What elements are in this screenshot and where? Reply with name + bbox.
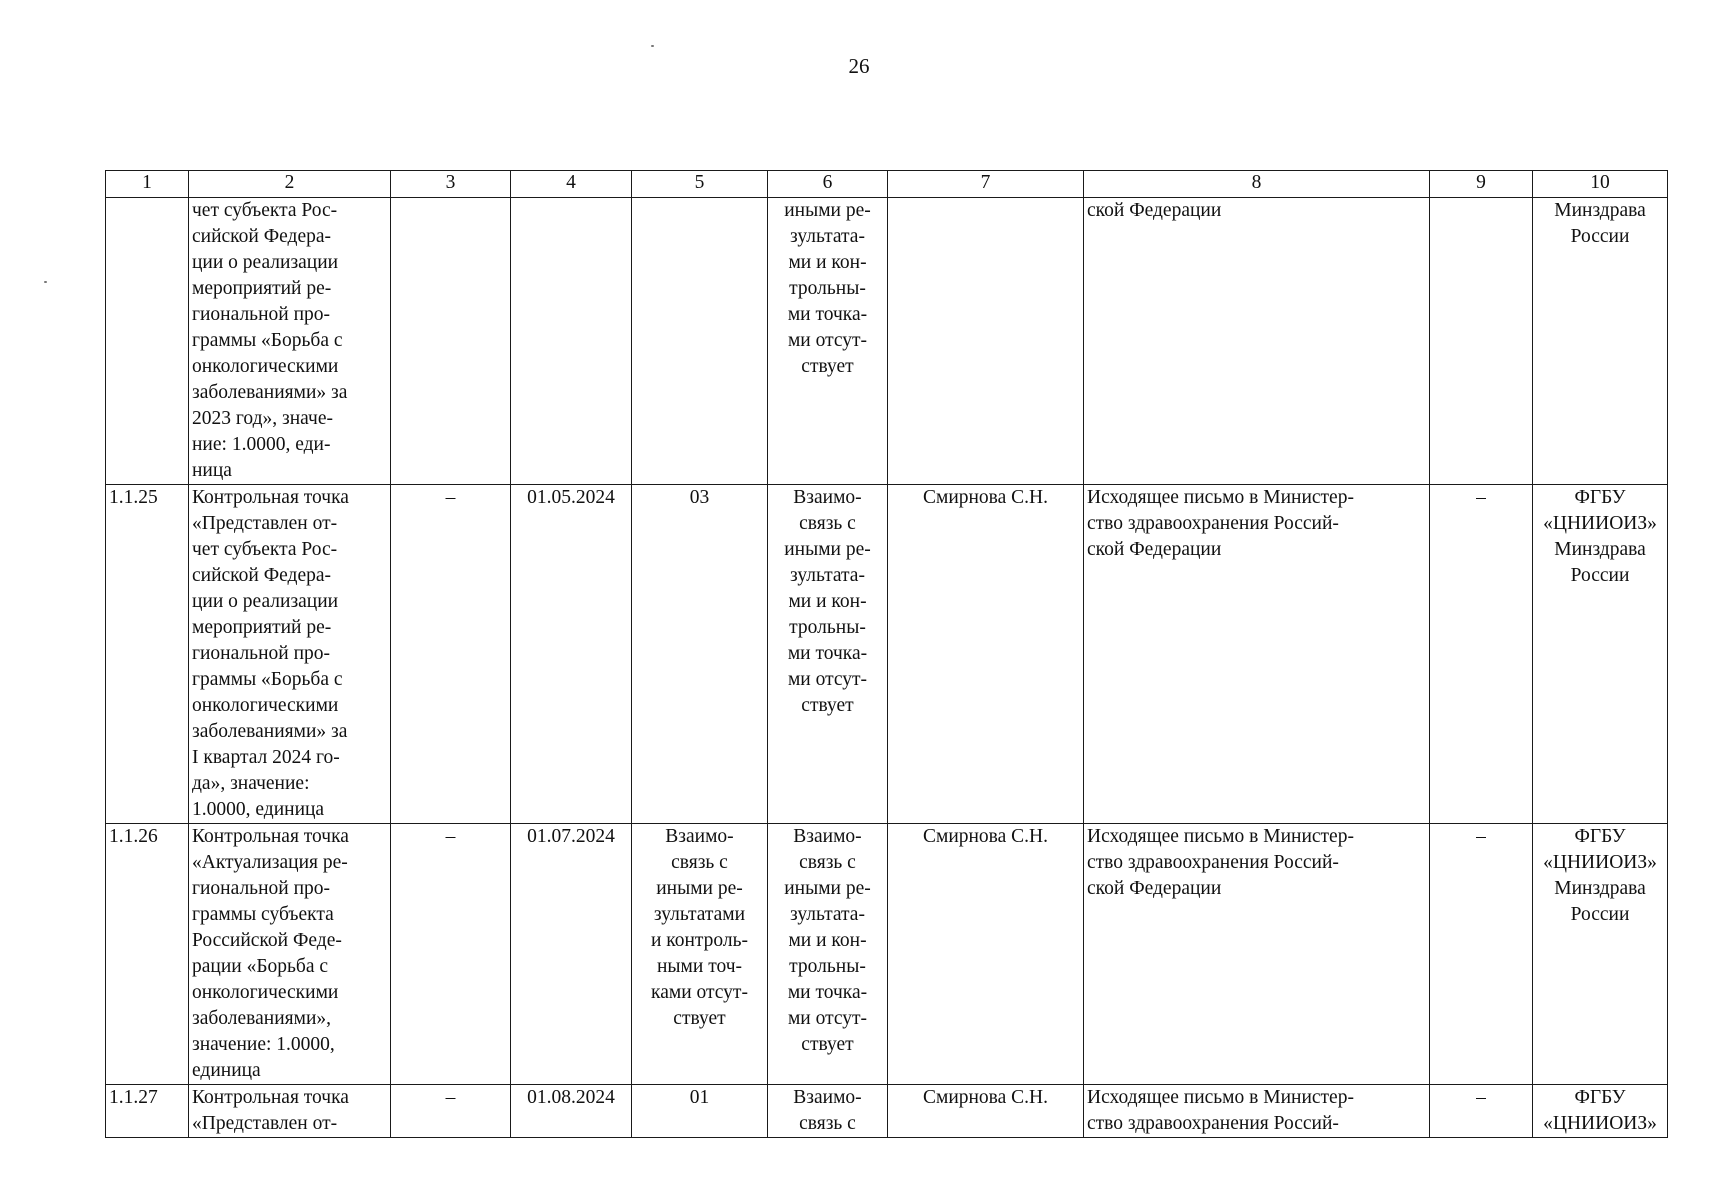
item-name-cell: Контрольная точка «Представлен от- <box>189 1085 391 1138</box>
date-cell <box>511 198 632 485</box>
col9-cell <box>1430 198 1533 485</box>
page-number: 26 <box>848 54 870 78</box>
col3-cell: – <box>391 1085 511 1138</box>
date-cell: 01.05.2024 <box>511 485 632 824</box>
col5-cell: Взаимо- связь с иными ре- зультатами и контроль- ными точ- ками отсут- ствует <box>632 824 768 1085</box>
row-number-cell <box>106 198 189 485</box>
plan-table <box>105 170 1668 1138</box>
row-number-cell: 1.1.26 <box>106 824 189 1085</box>
document-type-cell: Исходящее письмо в Министер- ство здравоохранения Россий- <box>1084 1085 1430 1138</box>
col3-cell: – <box>391 485 511 824</box>
relation-cell: Взаимо- связь с иными ре- зультата- ми и кон- трольны- ми точка- ми отсут- ствует <box>768 485 888 824</box>
table-row <box>106 824 1668 1085</box>
col9-cell: – <box>1430 1085 1533 1138</box>
col5-cell: 01 <box>632 1085 768 1138</box>
col5-cell <box>632 198 768 485</box>
organization-cell: Минздрава России <box>1533 198 1668 485</box>
column-number: 10 <box>1533 171 1668 198</box>
date-cell: 01.07.2024 <box>511 824 632 1085</box>
scan-speck <box>44 281 47 283</box>
scan-speck <box>651 45 654 47</box>
column-number: 2 <box>189 171 391 198</box>
row-number-cell: 1.1.25 <box>106 485 189 824</box>
col9-cell: – <box>1430 485 1533 824</box>
col5-cell: 03 <box>632 485 768 824</box>
col9-cell: – <box>1430 824 1533 1085</box>
column-number: 4 <box>511 171 632 198</box>
organization-cell: ФГБУ «ЦНИИОИЗ» Минздрава России <box>1533 824 1668 1085</box>
column-number: 6 <box>768 171 888 198</box>
relation-cell: иными ре- зультата- ми и кон- трольны- ми точка- ми отсут- ствует <box>768 198 888 485</box>
row-number-cell: 1.1.27 <box>106 1085 189 1138</box>
document-type-cell: Исходящее письмо в Министер- ство здравоохранения Россий- ской Федерации <box>1084 485 1430 824</box>
item-name-cell: чет субъекта Рос- сийской Федера- ции о реализации мероприятий ре- гиональной про- граммы «Борьба с онкологическими заболеваниями» за 2023 год», значе- ние: 1.0000, еди- ница <box>189 198 391 485</box>
column-number-row <box>106 171 1668 198</box>
column-number: 5 <box>632 171 768 198</box>
relation-cell: Взаимо- связь с <box>768 1085 888 1138</box>
column-number: 1 <box>106 171 189 198</box>
column-number: 3 <box>391 171 511 198</box>
column-number: 9 <box>1430 171 1533 198</box>
table-row <box>106 1085 1668 1138</box>
document-type-cell: Исходящее письмо в Министер- ство здравоохранения Россий- ской Федерации <box>1084 824 1430 1085</box>
table-row <box>106 198 1668 485</box>
item-name-cell: Контрольная точка «Представлен от- чет субъекта Рос- сийской Федера- ции о реализации мероприятий ре- гиональной про- граммы «Борьба с онкологическими заболеваниями» за I квартал 2024 го- да», значение: 1.0000, единица <box>189 485 391 824</box>
col3-cell: – <box>391 824 511 1085</box>
col3-cell <box>391 198 511 485</box>
item-name-cell: Контрольная точка «Актуализация ре- гиональной про- граммы субъекта Российской Феде- рации «Борьба с онкологическими заболеваниями», значение: 1.0000, единица <box>189 824 391 1085</box>
responsible-cell <box>888 198 1084 485</box>
responsible-cell: Смирнова С.Н. <box>888 1085 1084 1138</box>
organization-cell: ФГБУ «ЦНИИОИЗ» Минздрава России <box>1533 485 1668 824</box>
organization-cell: ФГБУ «ЦНИИОИЗ» <box>1533 1085 1668 1138</box>
table-row <box>106 485 1668 824</box>
responsible-cell: Смирнова С.Н. <box>888 824 1084 1085</box>
relation-cell: Взаимо- связь с иными ре- зультата- ми и кон- трольны- ми точка- ми отсут- ствует <box>768 824 888 1085</box>
date-cell: 01.08.2024 <box>511 1085 632 1138</box>
column-number: 8 <box>1084 171 1430 198</box>
column-number: 7 <box>888 171 1084 198</box>
document-type-cell: ской Федерации <box>1084 198 1430 485</box>
responsible-cell: Смирнова С.Н. <box>888 485 1084 824</box>
